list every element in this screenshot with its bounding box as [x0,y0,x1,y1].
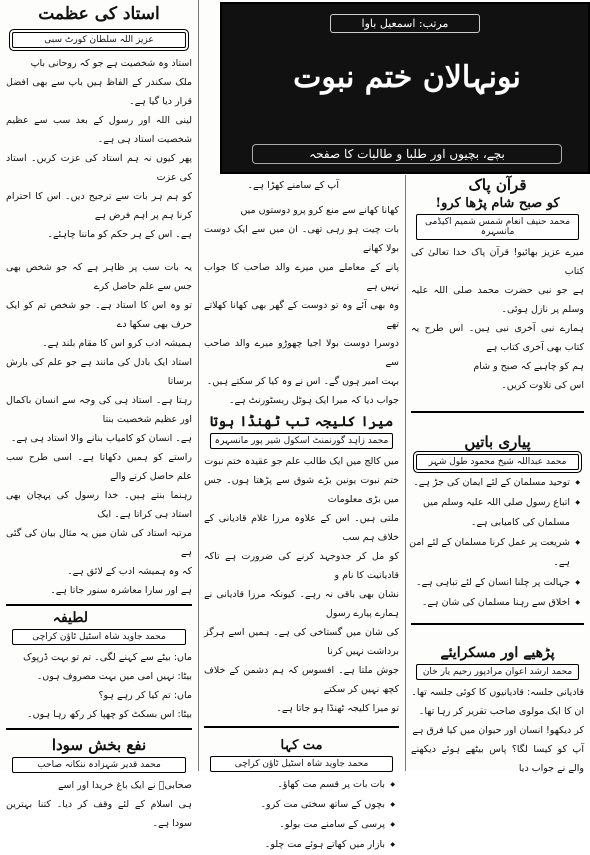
text-line: لینی اللہ اور رسول کے بعد سب سے عظیم شخصیت استاد ہی ہے۔ [6,115,192,145]
list-item: ◆ توحید مسلمان کے لئے ایمان کی جڑ ہے۔ [409,473,580,493]
text-line: ہمارے نبی آخری نبی ہیں۔ اس طرح یہ کتاب بھی آخری کتاب ہے [411,323,584,353]
kaleja-byline: محمد زاہد گورنمنٹ اسکول شیر پور مانسہرہ [210,433,392,449]
ustad-byline: عزیز اللہ سلطان کورٹ سبی [12,32,186,48]
text-line: ملک سکندر کے الفاظ ہیں باپ سے بھی افضل قرار دیا گیا ہے۔ [6,77,192,107]
parhiye-heading: پڑھیے اور مسکرایئے [440,645,555,661]
kaleja-heading: میرا کلیجہ تب ٹھنڈا ہوتا [209,414,394,430]
text-line: ماں: تم کیا کر رہے ہو؟ [98,690,192,701]
text-line: بہت امیر ہوں گے۔ اس نے وہ کیا کر سکتے ہیں۔ [206,376,399,387]
pyari-heading: پیاری باتیں [464,433,531,451]
middle-column [198,0,405,850]
text-line: ان کا ایک مولوی صاحب تقریر کر رہا تھا۔ [418,706,584,717]
list-item: ◆ جہالت پر چلنا انسان کے لئے تباہی ہے۔ [409,573,580,593]
list-item: ◆ اتباع رسول صلی اللہ علیہ وسلم میں مسلمان کی کامیابی ہے۔ [409,493,580,533]
text-line: ہم کو چاہیے کہ صبح و شام [473,361,584,372]
text-line: جوش ملتا ہے۔ افسوس کہ ہم دشمن کے خلاف کچھ نہیں کر سکتے [204,665,399,695]
text-line: میرے عزیز بھائیو! قرآن پاک خدا تعالیٰ کی کتاب [411,247,584,277]
pyari-list [405,473,590,613]
text-line: کو ہم ہر بات سے ترجیح دیں۔ اس کا احترام کرنا ہم پر اہم فرض ہے [6,191,192,221]
nafa-body [0,776,198,833]
quran-byline: محمد حنیف انعام شمس شمیم اکیڈمی مانسہرہ [416,214,579,240]
text-line: آپ کو کیسا لگا؟ پاس بیٹھے ہوئے دیکھنے والے نے جواب دیا [411,744,584,774]
section-divider [411,623,584,625]
list-item: ◆ بات بات پر قسم مت کھاؤ۔ [202,775,395,795]
text-line: میں کالج میں ایک طالب علم جو عقیدہ ختم نبوت [204,456,399,467]
text-line: ہے۔ انسان کو کامیاب بنانے والا استاد ہی ہے۔ [10,433,192,444]
ustad-body [0,54,198,600]
kaleja-body [198,452,405,718]
list-item: ◆ شریعت پر عمل کرنا مسلمان کے لئے امن ہے۔ [409,533,580,573]
parhiye-body [405,683,590,778]
kahani-intro [198,176,405,195]
text-line: رہنما بنتے ہیں۔ خدا رسول کی پہچان بھی استاد ہی کراتا ہے۔ ایک [6,490,192,520]
masthead-subtitle: بچے، بچیوں اور طلبا و طالبات کا صفحہ [252,144,562,164]
section-divider [411,411,584,413]
text-line: کھانا کھانے سے منع کرو پرو دوستوں میں [240,205,399,216]
text-line: ملتی ہیں۔ اس کے علاوہ مرزا غلام قادیانی کے خلاف ہم سب [204,513,399,543]
list-item: ◆ اخلاق سے رہنا مسلمان کی شان ہے۔ [409,593,580,613]
text-line: راستے کو ہمیں دکھاتا ہے۔ اسی طرح سب علم حاصل کرنے والے [6,452,192,482]
text-line: جواب دیا کہ میرا ایک ہوٹل ریسٹورنٹ ہے۔ [228,395,399,406]
text-line: آپ کے سامنے کھڑا ہے۔ [247,180,339,191]
section-divider [6,728,192,730]
text-line: کہ وہ ہمیشہ ادب کے لائق ہے۔ [67,566,192,577]
text-line: کی شان میں گستاخی کی ہے۔ ہمیں اسے ہرگز برداشت نہیں کرنا [204,627,399,657]
latifa-heading: لطیفہ [52,610,88,626]
text-line: استاد وہ شخصیت ہے جو کہ روحانی باپ [30,58,192,69]
text-line: یہ بات سب پر ظاہر ہے کہ جو شخص بھی جس سے علم حاصل کرے [6,262,192,292]
text-line: پھر کیوں نہ ہم استاد کی عزت کریں۔ استاد کی عزت [6,153,192,183]
list-item: ◆ بازار میں کھاتے ہوئے مت چلو۔ [202,835,395,855]
kahani-body [198,201,405,410]
text-line: دوسرا دوست بولا اجیا چھوڑو میرے والد صاحب سے [204,338,399,368]
text-line: استاد ایک بادل کی مانند ہے جو علم کی بارش برساتا [6,357,192,387]
text-line: ہے جو نبی حضرت محمد صلی اللہ علیہ وسلم پر نازل ہوئی۔ [411,285,584,315]
text-line: اس کی تلاوت کریں۔ [501,380,584,391]
text-line: رہتا ہے۔ استاد ہی کی وجہ سے انسان باکمال اور عظیم شخصیت بنتا [6,395,192,425]
right-column [405,0,590,774]
mat-list [198,775,405,855]
latifa-byline: محمد جاوید شاہ اسٹیل ٹاؤن کراچی [12,629,186,645]
masthead-title: نونہالان ختم نبوت [293,60,521,95]
latifa-body [0,648,198,724]
parhiye-byline: محمد ارشد اعوان مرادپور رحیم یار خان [416,664,579,680]
text-line: نشان بھی باقی نہ رہے۔ کیونکہ مرزا قادیانی نے ہمارے پیارے رسول [204,589,399,619]
text-line: کر دیکھو! انسان اور حیوان میں کیا فرق ہے [412,725,584,736]
masthead-compiler: مرتب: اسمعیل باوا [330,14,480,33]
text-line: بیٹا: نہیں امی میں بہت مصروف ہوں۔ [36,671,192,682]
nafa-byline: محمد قدیر شہزادہ ننکانہ صاحب [12,757,186,773]
text-line: تو میرا کلیجہ ٹھنڈا ہو جاتا ہے۔ [276,703,399,714]
text-line: تو وہ اس کا استاد ہے۔ جو شخص تم کو ایک حرف بھی سکھا دے [6,300,192,330]
section-divider [6,604,192,606]
text-line: کو مل کر جدوجہد کرنے کی ضرورت ہے تاکہ قادیانیت کا نام و [204,551,399,581]
text-line: ختم نبوت یونین بڑے شوق سے پڑھتا ہوں۔ جس میں بڑی معلومات [204,475,399,505]
text-line: ہمیشہ ادب کرو اس کا مقام بلند ہے۔ [42,338,192,349]
left-column [0,0,198,829]
ustad-heading: استاد کی عظمت [38,4,160,24]
text-line: پانے کے معاملے میں میرے والد صاحب کا جواب نہیں ہے [204,262,399,292]
mat-heading: مت کہا [280,738,323,753]
quran-heading: قرآن پاک [468,176,527,194]
text-line: قادیانی جلسہ: قادیانیوں کا کوئی جلسہ تھا۔ [411,687,584,698]
list-item: ◆ پرسی کے سامنے مت بولو۔ [202,815,395,835]
text-line: مرتبہ استاد کی شان میں یہ مثال بیان کی گئی ہے [6,528,192,558]
section-divider [204,726,399,728]
pyari-byline: محمد عبداللہ شیخ محمود طول شہر [416,454,579,470]
nafa-heading: نفع بخش سودا [51,736,147,754]
text-line: ہی اسلام کے لئے وقف کر دیا۔ کتنا بہترین سودا ہے۔ [6,799,192,829]
text-line: ہے اور سارا معاشرہ سنور جاتا ہے۔ [50,585,192,596]
text-line: بیٹا: اس بسکٹ کو چھپا کر رکھ رہا ہوں۔ [27,709,192,720]
mat-byline: محمد جاوید شاہ اسٹیل ٹاؤن کراچی [210,756,392,772]
quran-subheading: کو صبح شام پڑھا کرو! [435,196,560,211]
text-line: بات چیت ہو رہی تھی۔ ان میں سے ایک دوست بولا کھانے [204,224,399,254]
text-line: صحابیؓ نے ایک باغ خریدا اور اسے [57,780,192,791]
text-line: ہے۔ اس کے ہر حکم کو ماننا چاہئے۔ [47,229,192,240]
text-line: وہ بھی آئے وہ تو دوست کے گھر بھی کھانا کھلاتے تھے [204,300,399,330]
text-line: ماں: بیٹے سے کہنے لگی۔ تم تو بہت ڈرپوک [23,652,192,663]
list-item: ◆ بچوں کے ساتھ سختی مت کرو۔ [202,795,395,815]
quran-body [405,243,590,395]
